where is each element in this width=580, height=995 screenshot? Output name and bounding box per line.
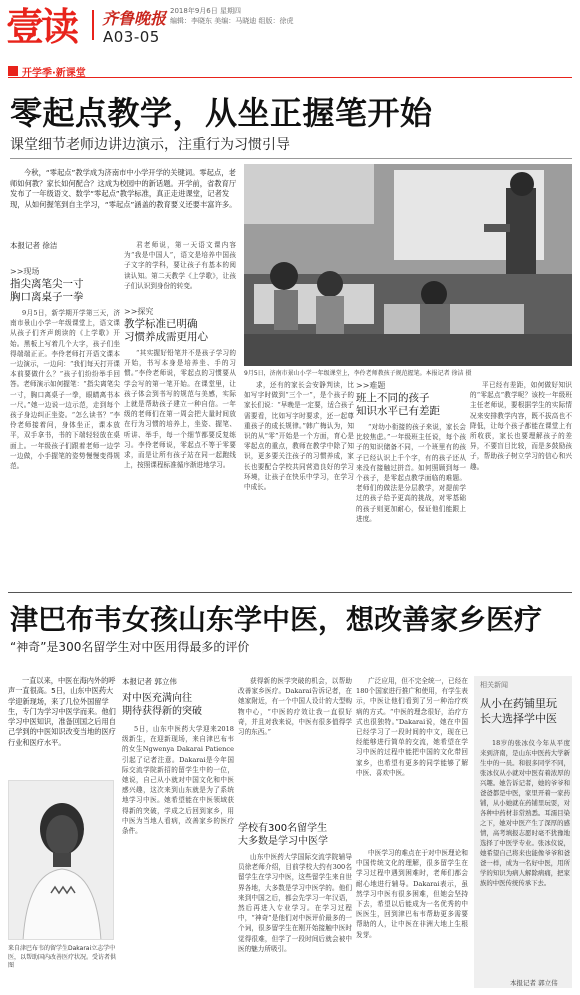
section-label: 开学季·新课堂	[22, 68, 86, 79]
article2-col3: 广泛应用，但不完全统一，已经在180个国家进行推广和使用，有学生表示，中医让他们看到了另一种治疗疾病的方式。“中医的理念很好，治疗方式也很独特。”Dakarai说，她在中国已经学习了一段时间的中文，现在已经能够进行简单的交流，她希望在学习中医的过程中能把中国的文化带回家乡，也希望有更多的同学能够了解中医、喜欢中医。	[356, 677, 468, 777]
page-number: A03-05	[103, 28, 160, 46]
section-name: 壹读	[6, 5, 77, 49]
photo1-caption: 9月5日，济南市景山小学一年级课堂上，李伶老师教孩子规范握笔。本报记者 徐洁 摄	[244, 370, 472, 377]
related-news-byline: 本报记者 郭立伟	[510, 979, 558, 987]
article-divider	[8, 592, 572, 593]
date-line: 2018年9月6日 星期四	[170, 7, 241, 15]
student-portrait-drawing	[9, 781, 114, 940]
article2-section2-title: 学校有300名留学生 大多数是学习中医学	[238, 823, 328, 847]
related-news-title: 从小在药铺里玩 长大选择学中医	[480, 697, 557, 725]
article2-subheadline: “神奇”是300名留学生对中医用得最多的评价	[10, 640, 250, 654]
paper-logo: 齐鲁晚报	[102, 9, 167, 28]
article1-col1: 9月5日，新学期开学第三天，济南市景山小学一年级课堂上，语文课从孩子们齐声朗读的《上学歌》开始。黑板上写着几个大字，孩子们坐得端端正正。李伶老师打开语文课本一边演示，一边问：“我们每天打开课本前要做什么？”孩子们纷纷举手回答。老师演示如何握笔：“指尖离笔尖一寸，胸口离桌子一拳，眼睛离书本一尺。”她一边说一边示范，走到每个孩子身边纠正坐姿。“怎么读书？”李伶老师接着问，身体坐正，课本放平，双手拿书，书的下端轻轻放在桌面上。一年级孩子们跟着老师一边学一边做，小手握笔的姿势慢慢变得规范。	[10, 309, 120, 471]
student-portrait-photo	[8, 780, 114, 940]
photo2-caption: 来自津巴布韦的留学生Dakarai立志学中医，以帮助国内改善医疗状况。受访者供图	[8, 945, 117, 970]
article2-section1-title: 对中医充满向往 期待获得新的突破	[122, 693, 202, 717]
article1-col2a: 君老师说，第一天语文课内容为“我是中国人”，语文是培养中国孩子文字的学科，要让孩子有基本的阅读认知。第二天教学《上学歌》，让孩子们认识到身份的转变。	[124, 241, 236, 290]
classroom-photo-drawing	[244, 164, 572, 366]
article1-col5: 平已经有差距，如何做好知识的“零起点”教学呢？该校一年级班主任老师说，要根据学生的实际情况来安排教学内容，既不拔高也不降低，让每个孩子都能在课堂上有所收获，家长也要理解孩子的差异，不要盲目比较，而是多鼓励孩子，帮助孩子树立学习的信心和兴趣。	[470, 381, 572, 471]
section1-title: 指尖离笔尖一寸 胸口离桌子一拳	[10, 278, 84, 303]
section3-tag: >>难题	[356, 381, 386, 390]
related-news-body: 18岁的张冰仪今年从平度来到济南，是山东中医药大学新生中的一员。和很多同学不同，张冰仪从小就对中医有着浓厚的兴趣。她告诉记者，她的爷爷和爸爸都是中医，家里开着一家药铺，从小她就在药铺里玩耍，对各种中药材非常熟悉。耳濡目染之下，她对中医产生了深厚的感情，高考填报志愿时毫不犹豫地选择了中医学专业。张冰仪说，她希望自己将来也能像爷爷和爸爸一样，成为一名好中医，用所学的知识为病人解除病痛，把家族的中医传统传承下去。	[480, 739, 570, 887]
article2-lead: 一直以来，中医在海内外的呼声一直很高。5日，山东中医药大学迎新现场，来了几位外国留学生，专门为学习中医学而来。他们学习中医知识，准备回国之后用自己学到的中医知识改变当地的医疗行业和医疗水平。	[8, 676, 116, 747]
article1-col2b: “其实握好铅笔并不是孩子学习的开始，书写本身是培养坐、手的习惯。”李伶老师说，零起点的习惯要从学会写的第一笔开始。在课堂里，让孩子体会到书写的规范与美感，实际上就是帮助孩子建立一种自信。一年级的老师们在第一周会把大量时间放在行为习惯的培养上，坐姿、握笔、听讲、举手，每一个细节都要反复练习。李伶老师说，零起点不等于零要求，而是让所有孩子站在同一起跑线上，按照课程标准循序渐进地学习。	[124, 349, 236, 470]
article2-col2b: 山东中医药大学国际交流学院辅导员徐老师介绍，目前学校大约有300名留学生在学习中医，这些留学生来自世界各地，大多数是学习中医学的。他们来到中国之后，都会先学习一年汉语，然后再进入专业学习。在学习过程中，“神奇”是他们对中医评价最多的一个词，很多留学生在刚开始接触中医时觉得很难，但学了一段时间后就会被中医的魅力所吸引。	[238, 853, 352, 953]
masthead-divider	[92, 10, 94, 40]
article1-lead: 今秋，“零起点”教学成为济南市中小学开学的关键词。零起点，老师如何教？家长如何配合？这成为校园中的新话题。开学前，省教育厅发布了一年级语文、数学“零起点”教学标准，真正走进课堂，记者发现，从如何握笔到自主学习，“零起点”涵盖的教育要义还要丰富许多。	[10, 168, 237, 209]
article1-col4: “对幼小衔接的孩子来说，家长会比较焦虑。”一年级班主任说，每个孩子的知识储备不同，一个班里有的孩子已经认识上千个字，有的孩子还从来没有接触过拼音。如何照顾到每一个孩子，是零起点教学面临的难题。老师们的做法是分层教学，对提前学过的孩子给予更高的挑战，对零基础的孩子则更加耐心，保证他们能跟上进度。	[356, 423, 466, 523]
article1-headline: 零起点教学，从坐正握笔开始	[10, 94, 433, 132]
article2-col4: 中医学习的难点在于对中医理论和中国传统文化的理解，很多留学生在学习过程中遇到困难时，老师们都会耐心地进行辅导。Dakarai表示，虽然学习中医有很多困难，但她会坚持下去，希望以后能成为一名优秀的中医医生，回到津巴布韦帮助更多需要帮助的人，让中医在非洲大地上生根发芽。	[356, 849, 468, 939]
article1-byline: 本报记者 徐洁	[10, 241, 58, 250]
divider	[10, 158, 572, 159]
related-news-tag: 相关新闻	[480, 681, 508, 689]
article1-col3: 求，还有的家长会安静判读，比如写字时做到“三个一”，是个孩子的家长们说：“早晚是一定要，适合孩子需要看，比如写字时要求，还一起尊重孩子的成长规律。”韩广梅认为，知识的从“零”开始是一个方面，育心是零起点的重点，教师在教学中除了知识，更多要关注孩子的习惯养成，家长也要配合学校共同营造良好的学习环境，让孩子在快乐中学习，在学习中成长。	[244, 381, 354, 492]
section-rule	[8, 66, 572, 78]
section-square-icon	[8, 66, 18, 76]
section2-tag: >>探究	[124, 307, 154, 316]
section3-title: 班上不同的孩子 知识水平已有差距	[356, 392, 440, 417]
article2-col1: 5日，山东中医药大学迎来2018级新生，在迎新现场，来自津巴布韦的女生Ngwenya Dakarai Patience引起了记者注意。Dakarai是今年国际交流学院新招的留学生中的一位，她说，自己从小就对中国文化和中医感兴趣，这次来到山东就是为了系统地学习中医。她希望能在中医领域获得新的突破，学成之后回到家乡，用中医为当地人看病，改善家乡的医疗条件。	[122, 725, 234, 836]
editor-line: 编辑：李晓东 美编：马晓迪 组版：徐虎	[170, 17, 294, 25]
article2-byline: 本报记者 郭立伟	[122, 677, 177, 686]
classroom-photo	[244, 164, 572, 366]
section2-title: 教学标准已明确 习惯养成需更用心	[124, 318, 208, 343]
article1-subheadline: 课堂细节老师边讲边演示，注重行为习惯引导	[10, 137, 290, 153]
article2-col2a: 获得新的医学突破的机会，以帮助改善家乡医疗。Dakarai告诉记者，在她家附近，有一个中国人设计的大型购物中心，“中医的疗效让我一直很好奇，并且对我来说，中医有很多值得学习的东西。”	[238, 677, 352, 737]
section1-tag: >>现场	[10, 267, 40, 276]
article2-headline: 津巴布韦女孩山东学中医，想改善家乡医疗	[10, 603, 543, 636]
